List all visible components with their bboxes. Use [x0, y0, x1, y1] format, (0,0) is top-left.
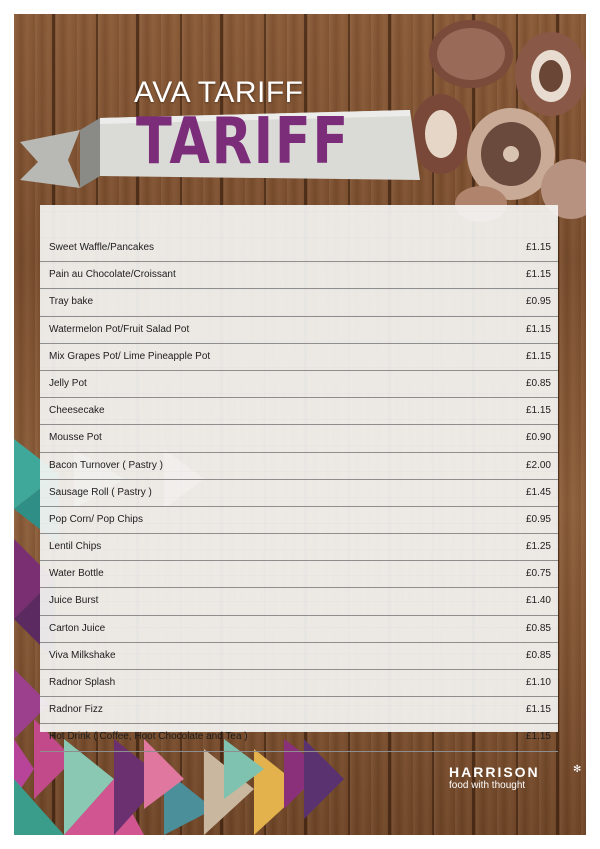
item-price: £1.15	[525, 242, 551, 253]
item-name: Viva Milkshake	[49, 649, 116, 661]
item-name: Radnor Splash	[49, 677, 116, 688]
menu-row	[40, 724, 558, 751]
item-name: Water Bottle	[49, 568, 104, 580]
item-name: Carton Juice	[49, 622, 106, 634]
snowflake-star-icon: ✻	[573, 764, 582, 775]
item-price: £2.00	[525, 459, 551, 471]
item-name: Mousse Pot	[49, 432, 102, 444]
banner-subtitle: AVA TARIFF	[134, 76, 304, 109]
item-price: £1.15	[525, 269, 551, 281]
item-price: £0.95	[525, 513, 551, 525]
item-name: Bacon Turnover ( Pastry )	[49, 459, 163, 471]
item-name: Hot Drink ( Coffee, Hoot Chocolate and Tea )	[49, 731, 248, 743]
item-price: £0.95	[525, 296, 551, 308]
menu-row	[40, 670, 558, 697]
menu-row	[40, 453, 558, 480]
menu-row	[40, 588, 558, 615]
item-price: £1.15	[525, 405, 551, 417]
item-price: £1.15	[525, 323, 551, 335]
item-price: £0.85	[525, 649, 551, 661]
item-name: Juice Burst	[49, 595, 99, 607]
menu-row	[40, 398, 558, 425]
menu-row	[40, 534, 558, 561]
menu-row	[40, 235, 558, 262]
item-price: £1.10	[525, 677, 551, 688]
item-price: £1.15	[525, 731, 551, 743]
tariff-poster	[14, 14, 586, 835]
item-price: £1.25	[525, 541, 551, 553]
item-name: Pain au Chocolate/Croissant	[49, 269, 176, 281]
menu-row	[40, 425, 558, 452]
item-price: £1.40	[525, 595, 551, 607]
menu-row	[40, 507, 558, 534]
menu-row	[40, 317, 558, 344]
item-price: £1.15	[525, 704, 551, 716]
harrison-logo	[449, 764, 582, 791]
menu-row	[40, 480, 558, 507]
menu-row	[40, 262, 558, 289]
menu-row	[40, 643, 558, 670]
item-name: Mix Grapes Pot/ Lime Pineapple Pot	[49, 350, 211, 362]
item-name: Radnor Fizz	[49, 704, 103, 716]
item-name: Pop Corn/ Pop Chips	[49, 513, 143, 525]
menu-row	[40, 616, 558, 643]
item-price: £0.85	[525, 622, 551, 634]
item-price: £0.90	[525, 432, 551, 444]
menu-row	[40, 344, 558, 371]
item-name: Sweet Waffle/Pancakes	[49, 242, 155, 253]
item-name: Cheesecake	[49, 405, 105, 417]
menu-row	[40, 697, 558, 724]
item-price: £0.85	[525, 377, 551, 389]
menu-row	[40, 289, 558, 316]
item-price: £0.75	[525, 568, 551, 580]
menu-list	[40, 235, 558, 752]
mushroom-photo	[411, 14, 586, 229]
menu-row	[40, 561, 558, 588]
item-name: Lentil Chips	[49, 541, 102, 553]
page-title: TARIFF	[136, 105, 350, 179]
logo-tagline: food with thought	[449, 780, 526, 791]
menu-panel	[40, 205, 558, 743]
item-name: Tray bake	[49, 296, 94, 308]
item-name: Sausage Roll ( Pastry )	[49, 486, 152, 498]
menu-row	[40, 371, 558, 398]
item-price: £1.45	[525, 486, 551, 498]
item-name: Watermelon Pot/Fruit Salad Pot	[49, 323, 190, 335]
item-name: Jelly Pot	[49, 377, 87, 389]
item-price: £1.15	[525, 350, 551, 362]
logo-brand: HARRISON	[449, 764, 540, 780]
